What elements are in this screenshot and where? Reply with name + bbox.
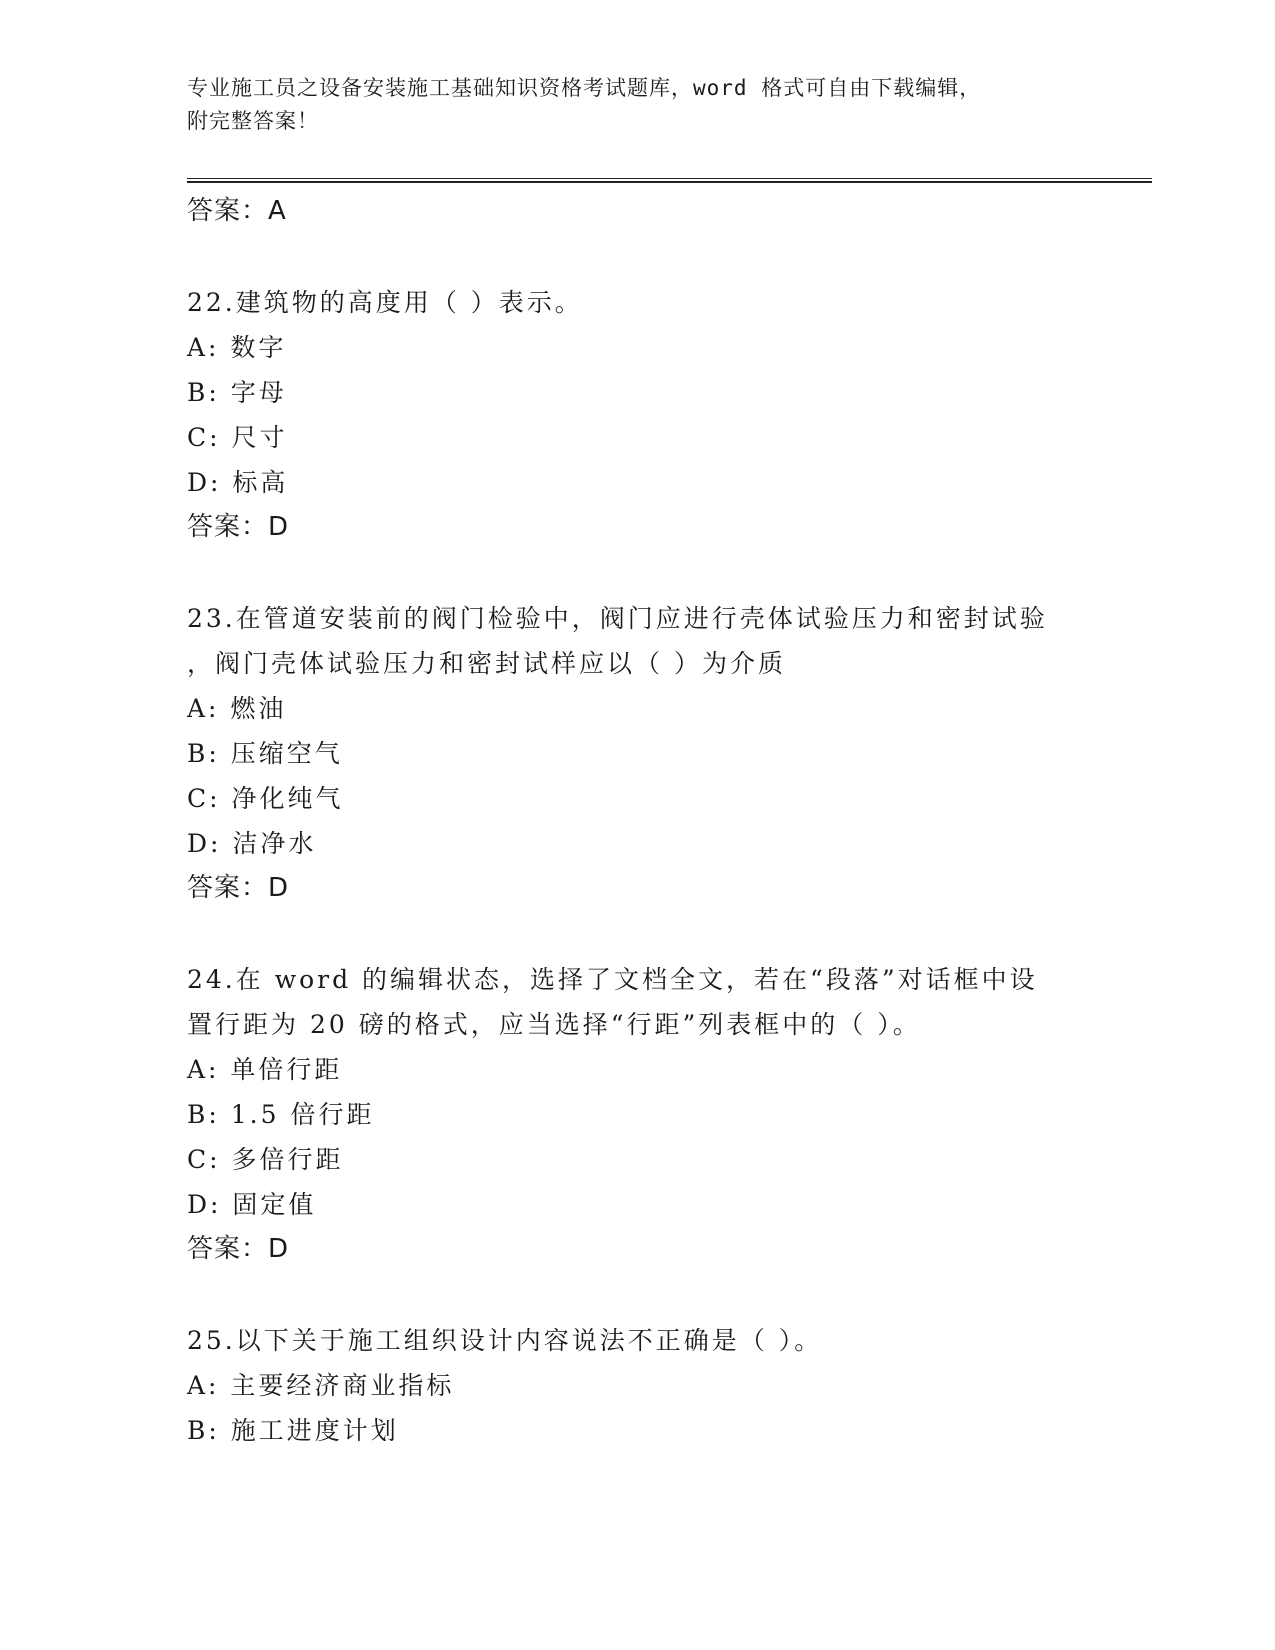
answer: 答案：D: [187, 873, 290, 903]
answer: 答案：D: [187, 512, 290, 542]
question-stem-continued: ，阀门壳体试验压力和密封试样应以（ ）为介质: [187, 649, 786, 678]
question-25: [187, 1318, 1152, 1453]
question-stem-continued: 置行距为 20 磅的格式，应当选择“行距”列表框中的（ ）。: [187, 1010, 921, 1039]
answer: 答案：D: [187, 1234, 290, 1264]
question-stem: 23.在管道安装前的阀门检验中，阀门应进行壳体试验压力和密封试验: [187, 604, 1048, 633]
question-stem: 25.以下关于施工组织设计内容说法不正确是（ ）。: [187, 1326, 823, 1355]
option-b: B: 字母: [187, 378, 287, 407]
header-line-1: 专业施工员之设备安装施工基础知识资格考试题库，word 格式可自由下载编辑，: [187, 76, 982, 100]
spacer: [187, 550, 1152, 596]
option-d: D: 固定值: [187, 1190, 317, 1219]
spacer: [187, 234, 1152, 280]
option-a: A: 单倍行距: [187, 1055, 343, 1084]
option-d: D: 标高: [187, 468, 289, 497]
option-a: A: 燃油: [187, 694, 287, 723]
option-c: C: 净化纯气: [187, 784, 344, 813]
question-24: [187, 957, 1152, 1272]
question-22: [187, 280, 1152, 550]
question-stem: 24.在 word 的编辑状态，选择了文档全文，若在“段落”对话框中设: [187, 965, 1038, 994]
option-d: D: 洁净水: [187, 829, 317, 858]
option-c: C: 多倍行距: [187, 1145, 344, 1174]
spacer: [187, 911, 1152, 957]
question-stem: 22.建筑物的高度用（ ）表示。: [187, 288, 583, 317]
header-line-2: 附完整答案！: [187, 109, 319, 133]
option-a: A: 主要经济商业指标: [187, 1371, 455, 1400]
option-a: A: 数字: [187, 333, 287, 362]
option-c: C: 尺寸: [187, 423, 288, 452]
option-b: B: 压缩空气: [187, 739, 343, 768]
previous-answer: 答案：A: [187, 196, 287, 226]
option-b: B: 1.5 倍行距: [187, 1100, 375, 1129]
document-header: [187, 72, 1067, 138]
header-divider: [187, 178, 1152, 183]
question-23: [187, 596, 1152, 911]
document-body: [187, 189, 1152, 1453]
option-b: B: 施工进度计划: [187, 1416, 399, 1445]
spacer: [187, 1272, 1152, 1318]
